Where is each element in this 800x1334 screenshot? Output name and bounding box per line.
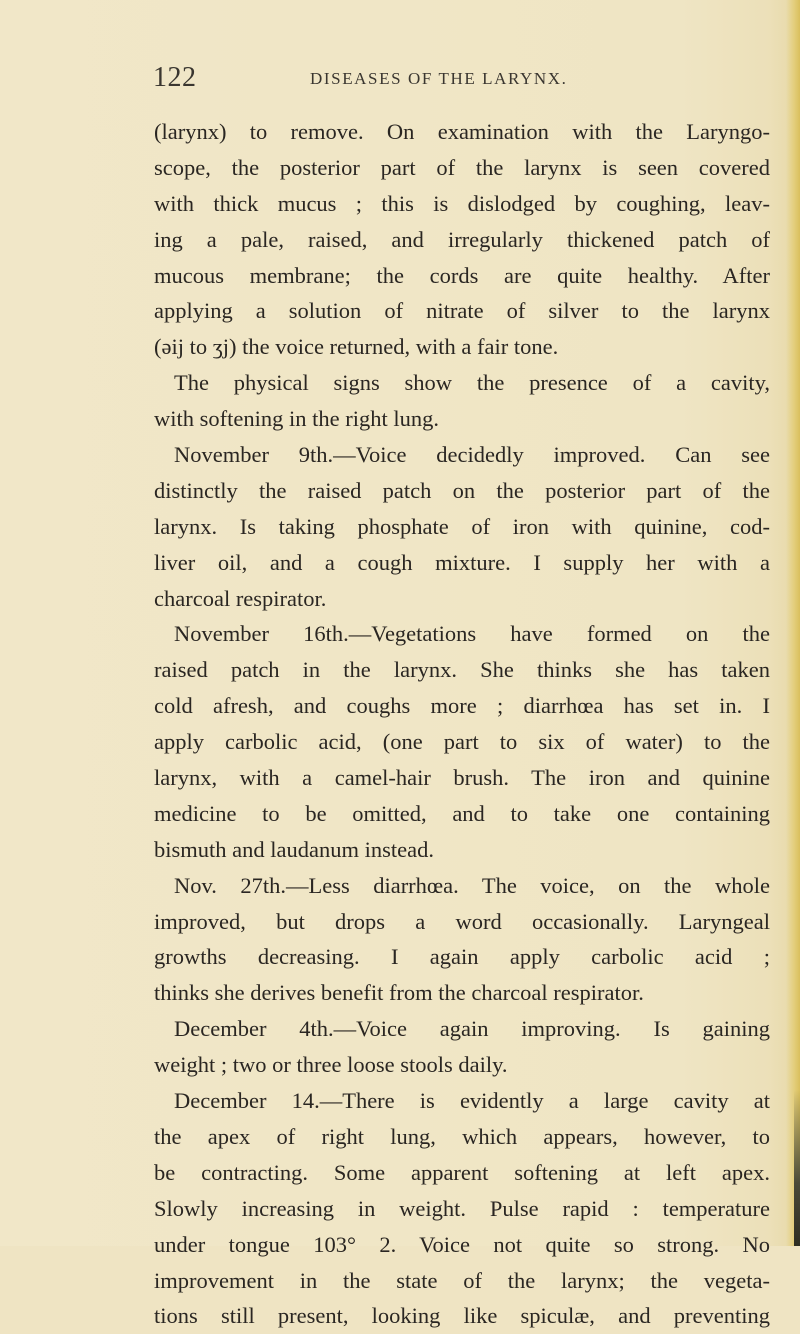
text-line: (larynx) to remove. On examination with the Laryngo- — [154, 119, 770, 144]
text-line: tions still present, looking like spiculæ, and preventing — [154, 1303, 770, 1329]
text-line: thinks she derives benefit from the charcoal respirator. — [154, 980, 644, 1006]
text-line: liver oil, and a cough mixture. I supply her with a — [154, 549, 770, 575]
text-line: improvement in the state of the larynx; the vegeta- — [154, 1267, 770, 1293]
text-line: The physical signs show the presence of a cavity, — [174, 370, 770, 396]
text-line: with softening in the right lung. — [154, 406, 439, 432]
text-line: medicine to be omitted, and to take one containing — [154, 800, 770, 826]
text-line: (əij to ʒj) the voice returned, with a fair tone. — [154, 334, 559, 360]
body-text — [154, 114, 770, 1334]
text-line: November 16th.—Vegetations have formed on the — [174, 621, 770, 647]
text-line: November 9th.—Voice decidedly improved. Can see — [174, 442, 770, 468]
text-line: charcoal respirator. — [154, 585, 327, 611]
text-line: December 4th.—Voice again improving. Is gaining — [174, 1016, 770, 1042]
text-line: larynx, with a camel-hair brush. The iron and quinine — [154, 765, 770, 791]
text-line: the apex of right lung, which appears, however, to — [154, 1123, 770, 1149]
text-line: be contracting. Some apparent softening at left apex. — [154, 1159, 770, 1185]
text-line: growths decreasing. I again apply carbolic acid ; — [154, 944, 770, 970]
text-line: distinctly the raised patch on the posterior part of the — [154, 477, 770, 503]
text-line: raised patch in the larynx. She thinks she has taken — [154, 657, 770, 683]
page-number: 122 — [153, 62, 197, 93]
text-line: with thick mucus ; this is dislodged by coughing, leav- — [154, 190, 770, 216]
text-line: ing a pale, raised, and irregularly thickened patch of — [154, 226, 770, 252]
text-line: weight ; two or three loose stools daily. — [154, 1052, 508, 1078]
text-line: Nov. 27th.—Less diarrhœa. The voice, on the whole — [174, 872, 770, 898]
text-line: improved, but drops a word occasionally. Laryngeal — [154, 908, 770, 934]
text-line: December 14.—There is evidently a large cavity at — [174, 1088, 770, 1114]
page-edge-dark — [794, 1090, 800, 1246]
running-head: DISEASES OF THE LARYNX. — [310, 69, 568, 88]
text-line: Slowly increasing in weight. Pulse rapid : temperature — [154, 1195, 770, 1221]
text-line: larynx. Is taking phosphate of iron with quinine, cod- — [154, 513, 770, 539]
text-line: apply carbolic acid, (one part to six of water) to the — [154, 729, 770, 755]
text-line: under tongue 103° 2. Voice not quite so strong. No — [154, 1231, 770, 1257]
text-line: mucous membrane; the cords are quite healthy. After — [154, 262, 770, 288]
text-line: scope, the posterior part of the larynx is seen covered — [154, 154, 770, 180]
text-line: cold afresh, and coughs more ; diarrhœa has set in. I — [154, 693, 770, 719]
text-line: applying a solution of nitrate of silver to the larynx — [154, 298, 770, 324]
text-line: bismuth and laudanum instead. — [154, 836, 434, 862]
page-edge-shadow — [786, 0, 800, 1246]
